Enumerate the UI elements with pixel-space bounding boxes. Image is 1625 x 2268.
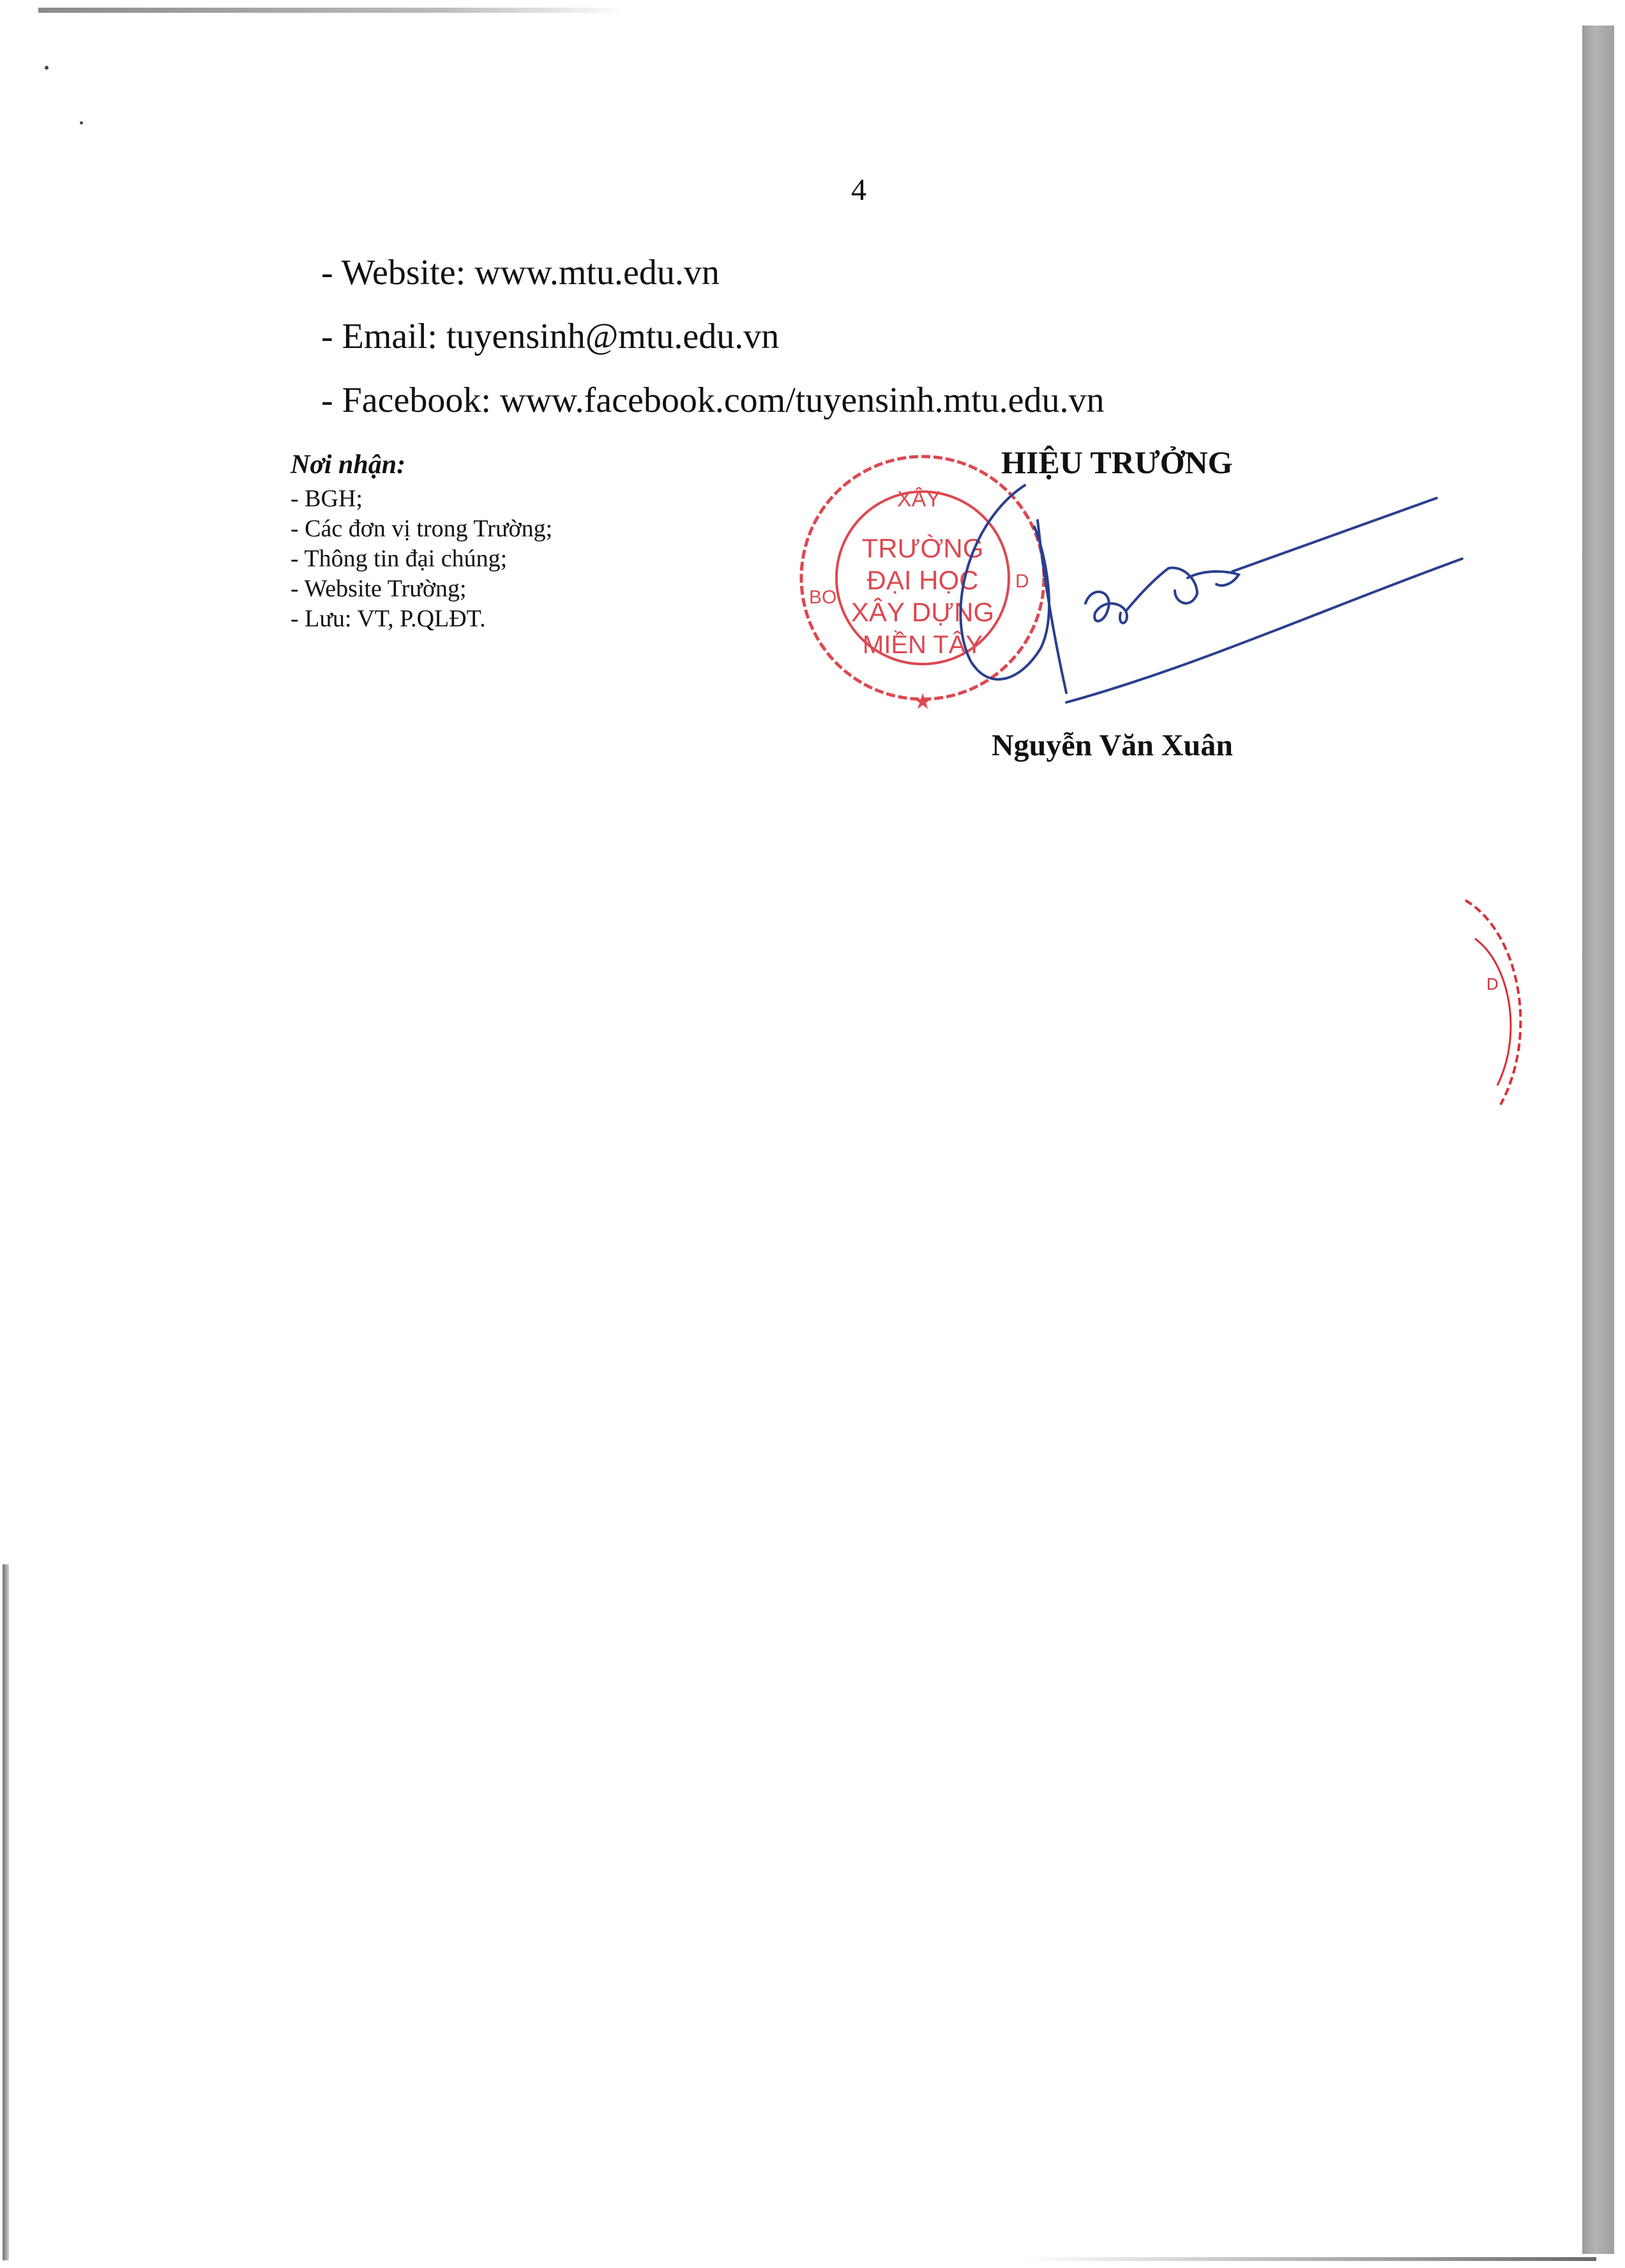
recipients-list [291,484,552,634]
contact-email: - Email: tuyensinh@mtu.edu.vn [321,317,780,356]
scan-edge-left [3,1564,9,2260]
stamp-line: TRƯỜNG [861,533,984,563]
scan-edge-right [1582,26,1614,2254]
recipient-item: - Website Trường; [291,575,467,602]
scan-speck [45,66,49,70]
recipient-item: - BGH; [291,485,363,512]
stamp-ring-letters: D [1015,571,1029,592]
recipient-item: - Các đơn vị trong Trường; [291,515,553,542]
stamp-ring-text: XÂY [897,487,941,511]
partial-stamp-letter: D [1486,974,1499,994]
recipient-item: - Lưu: VT, P.QLĐT. [291,605,486,632]
signer-name: Nguyễn Văn Xuân [992,729,1233,762]
contact-facebook: - Facebook: www.facebook.com/tuyensinh.mtu.edu.vn [321,381,1105,420]
recipients-block [291,450,552,634]
page-number: 4 [851,173,866,207]
scan-edge-bottom [1022,2257,1596,2261]
signer-title: HIỆU TRƯỞNG [1001,444,1233,480]
contact-website: - Website: www.mtu.edu.vn [321,253,720,292]
stamp-line: XÂY DỰNG [850,597,995,627]
scan-speck [80,121,83,125]
scan-edge-top [38,8,626,13]
partial-stamp-mark [1462,894,1539,1111]
stamp-star-icon: ★ [913,689,933,714]
signature [875,482,1475,750]
stamp-line: MIỀN TÂY [862,631,983,659]
signature-strokes [960,485,1462,702]
recipients-title: Nơi nhận: [291,450,406,480]
stamp-line: ĐẠI HỌC [866,565,979,595]
stamp-ring-letters: BO [809,587,837,608]
recipient-item: - Thông tin đại chúng; [291,545,508,572]
